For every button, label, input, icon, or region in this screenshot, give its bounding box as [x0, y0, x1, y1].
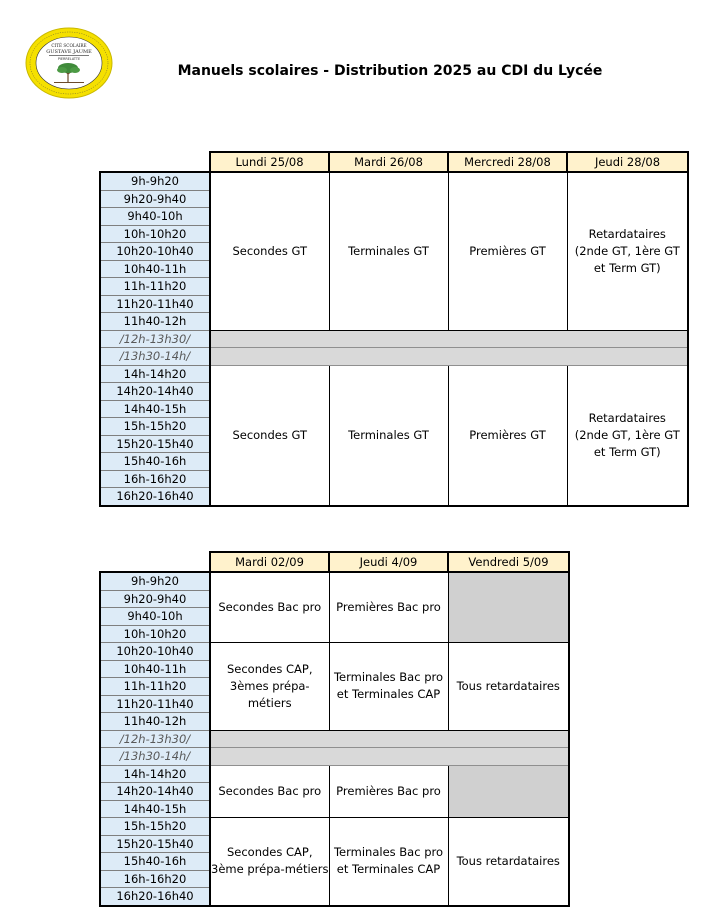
time-slot: 9h-9h20: [100, 572, 210, 590]
session-cell: Secondes GT: [210, 172, 329, 330]
schedule-table-august: [99, 151, 689, 507]
lunch-break-band: [210, 730, 569, 748]
session-cell: Secondes GT: [210, 365, 329, 506]
session-line: et Term GT): [593, 444, 661, 459]
time-slot: 10h-10h20: [100, 625, 210, 643]
pause-slot: /12h-13h30/: [100, 330, 210, 348]
session-cell: [329, 643, 448, 731]
svg-text:PIERRELATTE: PIERRELATTE: [57, 57, 81, 61]
session-line: Secondes CAP,: [226, 845, 313, 860]
time-slot: 9h-9h20: [100, 172, 210, 190]
session-cell: [567, 172, 688, 330]
session-line: Secondes CAP,: [226, 661, 313, 676]
time-slot: 11h-11h20: [100, 278, 210, 296]
day-header: Mercredi 28/08: [448, 152, 567, 172]
day-header: Jeudi 28/08: [567, 152, 688, 172]
time-slot: 15h-15h20: [100, 818, 210, 836]
session-line: (2nde GT, 1ère GT: [574, 427, 680, 442]
time-slot: 14h20-14h40: [100, 783, 210, 801]
time-slot: 9h40-10h: [100, 208, 210, 226]
session-cell: Secondes Bac pro: [210, 765, 329, 818]
closed-cell: [448, 765, 569, 818]
pause-slot: /12h-13h30/: [100, 730, 210, 748]
time-slot: 14h20-14h40: [100, 383, 210, 401]
closed-cell: [448, 572, 569, 643]
session-line: et Terminales CAP: [336, 862, 441, 877]
session-line: 3èmes prépa-: [229, 678, 310, 693]
session-line: Terminales Bac pro: [333, 670, 444, 685]
session-cell: Premières GT: [448, 365, 567, 506]
time-slot: 15h40-16h: [100, 453, 210, 471]
time-slot: 9h20-9h40: [100, 190, 210, 208]
session-cell: [329, 818, 448, 906]
day-header: Jeudi 4/09: [329, 552, 448, 572]
session-cell: Premières Bac pro: [329, 572, 448, 643]
day-header: Mardi 02/09: [210, 552, 329, 572]
session-cell: [567, 365, 688, 506]
time-slot: 14h40-15h: [100, 800, 210, 818]
session-cell: Premières GT: [448, 172, 567, 330]
pause-slot: /13h30-14h/: [100, 348, 210, 366]
time-slot: 11h20-11h40: [100, 295, 210, 313]
time-slot: 15h20-15h40: [100, 435, 210, 453]
time-slot: 9h40-10h: [100, 608, 210, 626]
session-line: Terminales Bac pro: [333, 845, 444, 860]
time-slot: 10h20-10h40: [100, 643, 210, 661]
time-slot: 10h-10h20: [100, 225, 210, 243]
time-slot: 16h-16h20: [100, 470, 210, 488]
page-title: Manuels scolaires - Distribution 2025 au CDI du Lycée: [177, 63, 603, 79]
time-slot: 11h40-12h: [100, 313, 210, 331]
time-slot: 15h-15h20: [100, 418, 210, 436]
lunch-break-band: [210, 748, 569, 766]
time-slot: 15h20-15h40: [100, 835, 210, 853]
time-slot: 14h-14h20: [100, 765, 210, 783]
lunch-break-band: [210, 348, 688, 366]
time-slot: 14h40-15h: [100, 400, 210, 418]
day-header: Vendredi 5/09: [448, 552, 569, 572]
time-slot: 16h20-16h40: [100, 488, 210, 506]
svg-text:CITÉ SCOLAIRE: CITÉ SCOLAIRE: [51, 43, 87, 48]
session-cell: Premières Bac pro: [329, 765, 448, 818]
session-cell: Terminales GT: [329, 172, 448, 330]
session-cell: [210, 643, 329, 731]
day-header: Mardi 26/08: [329, 152, 448, 172]
session-cell: [210, 818, 329, 906]
time-slot: 11h-11h20: [100, 678, 210, 696]
time-slot: 10h20-10h40: [100, 243, 210, 261]
time-slot: 16h-16h20: [100, 870, 210, 888]
session-line: (2nde GT, 1ère GT: [574, 243, 680, 258]
session-cell: Tous retardataires: [448, 643, 569, 731]
time-slot: 11h40-12h: [100, 713, 210, 731]
pause-slot: /13h30-14h/: [100, 748, 210, 766]
session-line: Retardataires: [588, 410, 666, 425]
session-line: et Terminales CAP: [336, 687, 441, 702]
session-line: 3ème prépa-métiers: [211, 862, 329, 877]
time-slot: 16h20-16h40: [100, 888, 210, 906]
session-line: métiers: [247, 695, 292, 710]
day-header: Lundi 25/08: [210, 152, 329, 172]
time-slot: 10h40-11h: [100, 660, 210, 678]
corner-cell: [100, 152, 210, 172]
time-slot: 9h20-9h40: [100, 590, 210, 608]
svg-text:GUSTAVE JAUME: GUSTAVE JAUME: [46, 49, 92, 55]
corner-cell: [100, 552, 210, 572]
session-line: et Term GT): [593, 260, 661, 275]
time-slot: 10h40-11h: [100, 260, 210, 278]
time-slot: 15h40-16h: [100, 853, 210, 871]
session-cell: Secondes Bac pro: [210, 572, 329, 643]
session-line: Retardataires: [588, 226, 666, 241]
school-logo: [24, 26, 114, 100]
session-cell: Terminales GT: [329, 365, 448, 506]
schedule-table-september: [99, 551, 570, 907]
session-cell: Tous retardataires: [448, 818, 569, 906]
time-slot: 14h-14h20: [100, 365, 210, 383]
lunch-break-band: [210, 330, 688, 348]
time-slot: 11h20-11h40: [100, 695, 210, 713]
